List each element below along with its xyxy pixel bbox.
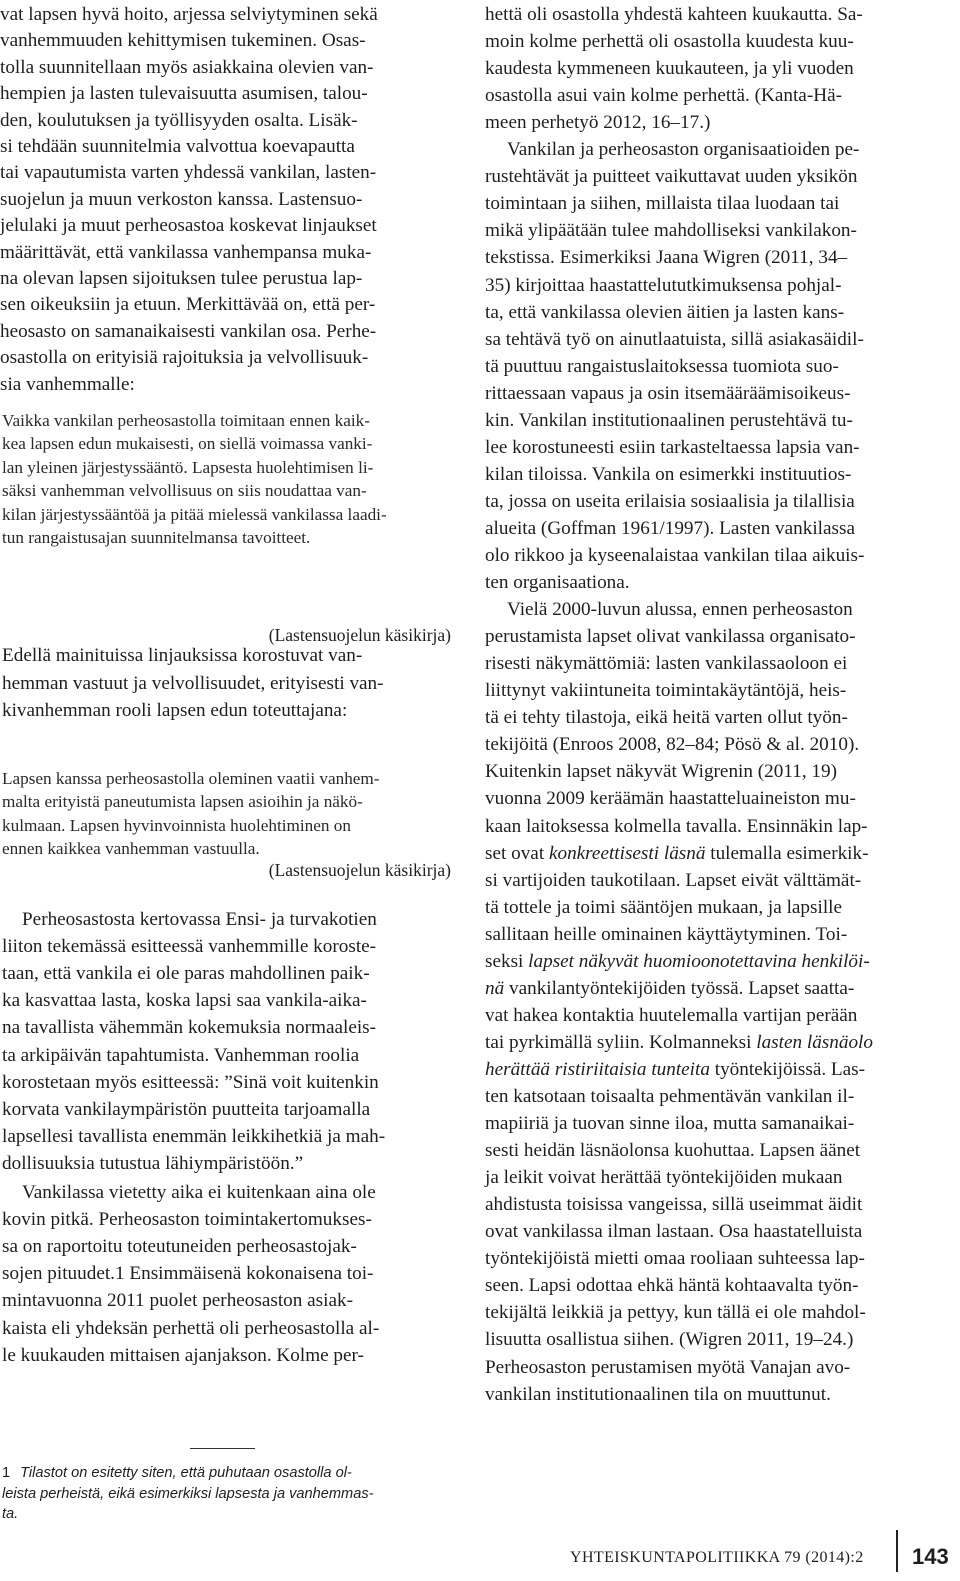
body-text-line: kin. Vankilan institutionaalinen perustehtävä tu- [485, 409, 853, 431]
body-text-line: sa on raportoitu toteutuneiden perheosastojak- [2, 1236, 357, 1258]
block-quote-line: ennen kaikkea vanhemman vastuulla. [2, 839, 260, 859]
body-text-line: Vankilassa vietetty aika ei kuitenkaan aina ole [22, 1182, 376, 1203]
body-text-line: lapsellesi tavallista enemmän leikkihetkiä ja mah- [2, 1125, 386, 1147]
body-text-line: vanhemmuuden kehittymisen tukeminen. Osas- [0, 30, 366, 52]
block-quote-line: kea lapsen edun mukaisesti, on siellä voimassa vanki- [2, 434, 373, 454]
body-text-line: tekstissa. Esimerkiksi Jaana Wigren (2011, 34– [485, 247, 848, 269]
footnote-text: leista perheistä, eikä esimerkiksi lapsesta ja vanhemmas- [2, 1485, 374, 1502]
body-text-line: jelulaki ja muut perheosastoa koskevat linjaukset [0, 215, 377, 237]
body-text-line: dollisuuksia tutustua lähiympäristöön.” [2, 1152, 304, 1174]
text-run: sojen pituudet. [2, 1263, 115, 1285]
footnote-reference: 1 [114, 1263, 125, 1285]
body-text-line: määrittävät, että vankilassa vanhempansa muka- [0, 241, 372, 263]
body-text-line: kaan laitoksessa kolmella tavalla. Ensinnäkin lap- [485, 815, 868, 837]
body-text-line: sallitaan heille ominainen käyttäytyminen. Toi- [485, 923, 848, 945]
body-text-line: sa tehtävä työ on ainutlaatuista, sillä asiakasäidil- [485, 328, 864, 350]
emphasis-run: konkreettisesti läsnä [548, 842, 706, 864]
body-text-line: vankilan institutionaalinen tila on muuttunut. [485, 1383, 831, 1405]
body-text-line: le kuukauden mittaisen ajanjakson. Kolme per- [2, 1344, 364, 1366]
body-text-line: Vielä 2000-luvun alussa, ennen perheosaston [507, 599, 853, 621]
body-text-line: Edellä mainituissa linjauksissa korostuvat van- [2, 645, 363, 666]
footnote-line [0, 1487, 374, 1502]
body-text-line: tekijöitä (Enroos 2008, 82–84; Pösö & al. 2010). [485, 734, 860, 756]
body-text-line: den, koulutuksen ja työllisyyden osalta. Lisäk- [0, 109, 358, 131]
emphasis-run: lapset näkyvät huomioonotettavina henkilöi- [528, 950, 870, 972]
body-text-line [485, 844, 869, 863]
body-text-line: na tavallista vähemmän kokemuksia normaaleis- [2, 1017, 377, 1039]
body-text-line: Kuitenkin lapset näkyvät Wigrenin (2011, 19) [485, 761, 837, 783]
body-text-line: sesti heidän läsnäolonsa kuohuttaa. Lapsen äänet [485, 1140, 861, 1162]
body-text-line: perustamista lapset olivat vankilassa organisato- [485, 626, 856, 648]
body-text-line: kivanhemman rooli lapsen edun toteuttajana: [2, 700, 348, 721]
body-text-line: hettä oli osastolla yhdestä kahteen kuukautta. Sa- [485, 4, 863, 25]
body-text-line: tolla suunnitellaan myös asiakkaina olevien van- [0, 56, 374, 78]
body-text-line: tä ei tehty tilastoja, eikä heitä varten ollut työn- [485, 707, 848, 729]
body-text-line: meen perhetyö 2012, 16–17.) [485, 112, 711, 134]
body-text-line: ta, jossa on useita erilaisia sosiaalisia ja tilallisia [485, 490, 855, 512]
block-quote-line: säksi vanhemman velvollisuus on siis noudattaa van- [2, 481, 367, 501]
body-text-line: tä tottele ja toimi sääntöjen mukaan, ja lapsille [485, 896, 842, 918]
body-text-line: korostetaan myös esitteessä: ”Sinä voit kuitenkin [2, 1071, 379, 1093]
body-text-line: liiton tekemässä esitteessä vanhemmille koroste- [2, 936, 377, 958]
body-text-line: heosasto on samanaikaisesti vankilan osa. Perhe- [0, 320, 377, 342]
text-run: tulemalla esimerkik- [705, 842, 869, 864]
body-text-line: seen. Lapsi odottaa ehkä häntä kohtaavalta työn- [485, 1275, 859, 1297]
body-text-line: työntekijöistä mietti omaa rooliaan suhteessa lap- [485, 1248, 865, 1270]
body-text-line [485, 1060, 865, 1079]
body-text-line: mikä ylipäätään tulee mahdolliseksi vankilakon- [485, 220, 857, 242]
body-text-line: ka kasvattaa lasta, koska lapsi saa vankila-aika- [2, 990, 367, 1012]
text-run: Ensimmäisenä kokonaisena toi- [124, 1263, 374, 1285]
body-text-line: si vartijoiden taukotilaan. Lapset eivät välttämät- [485, 869, 862, 891]
body-text-line: hemman vastuut ja velvollisuudet, erityisesti van- [2, 672, 384, 694]
body-text-line: mapiiriä ja tuovan sinne iloa, mutta samanaikai- [485, 1113, 855, 1135]
body-text-line: lee korostuneesti esiin tarkasteltaessa lapsia van- [485, 436, 860, 458]
body-text-line: ta, että vankilassa olevien äitien ja lasten kans- [485, 301, 845, 323]
body-text-line: hempien ja lasten tulevaisuutta asumisen, talou- [0, 83, 368, 105]
quote-source: (Lastensuojelun käsikirja) [268, 625, 451, 645]
text-run: seksi [485, 950, 529, 972]
body-text-line: Perheosaston perustamisen myötä Vanajan avo- [485, 1356, 851, 1378]
body-text-line: sia vanhemmalle: [0, 373, 135, 395]
body-text-line: moin kolme perhettä oli osastolla kuudesta kuu- [485, 31, 854, 53]
body-text-line: mintavuonna 2011 puolet perheosaston asiak- [2, 1290, 353, 1312]
body-text-line: Vankilan ja perheosaston organisaatioiden pe- [507, 139, 860, 161]
body-text-line: vat hakea kontaktia huutelemalla vartijan perään [485, 1004, 858, 1026]
footnote-number: 1 [2, 1465, 11, 1481]
block-quote-line: malta erityistä paneutumista lapsen asioihin ja näkö- [2, 792, 363, 812]
body-text-line: na olevan lapsen sijoituksen tulee perustua lap- [0, 268, 363, 289]
footnote-text: Tilastot on esitetty siten, että puhutaan osastolla ol- [20, 1465, 352, 1481]
running-footer: YHTEISKUNTAPOLITIIKKA 79 (2014):2 [570, 1549, 864, 1566]
footnote-line [0, 1507, 18, 1522]
block-quote-line: Lapsen kanssa perheosastolla oleminen vaatii vanhem- [2, 769, 380, 788]
body-text-line: ten organisaationa. [485, 572, 630, 594]
body-text-line [485, 1033, 873, 1052]
text-run: työntekijöissä. Las- [709, 1058, 866, 1080]
quote-source: (Lastensuojelun käsikirja) [268, 860, 451, 880]
block-quote-line: kulmaan. Lapsen hyvinvoinnista huolehtiminen on [2, 815, 351, 835]
body-text-line: ovat vankilassa ilman lastaan. Osa haastatelluista [485, 1221, 863, 1243]
text-run: tai pyrkimällä syliin. Kolmanneksi [485, 1031, 757, 1053]
emphasis-run: lasten läsnäolo [756, 1031, 873, 1053]
page-number: 143 [912, 1544, 949, 1569]
body-text-line: kovin pitkä. Perheosaston toimintakertomukses- [2, 1209, 372, 1231]
body-text-line: taan, että vankila ei ole paras mahdollinen paik- [2, 963, 370, 985]
body-text-line: korvata vankilaympäristön puutteita tarjoamalla [2, 1098, 371, 1120]
text-run: set ovat [485, 842, 549, 864]
body-text-line [485, 979, 854, 998]
body-text-line: toimintaan ja siihen, millaista tilaa luodaan tai [485, 193, 840, 215]
body-text-line: osastolla asui vain kolme perhettä. (Kanta-Hä- [485, 85, 842, 107]
body-text-line: kaudesta kymmeneen kuukauteen, ja yli vuoden [485, 58, 854, 80]
body-text-line: rittaessaan vapaus ja osin itsemääräämisoikeus- [485, 382, 851, 404]
body-text-line: ta arkipäivän tapahtumista. Vanhemman roolia [2, 1044, 360, 1066]
body-text-line: si tehdään suunnitelmia valvottua koevapautta [0, 136, 355, 157]
footnote-line [0, 1466, 352, 1481]
body-text-line: vuonna 2009 keräämän haastatteluaineiston mu- [485, 788, 856, 810]
block-quote-line: kilan järjestyssääntöä ja pitää mielessä vankilassa laadi- [2, 504, 387, 524]
body-text-line: ten katsotaan toisaalta pehmentävän vankilan il- [485, 1086, 855, 1107]
block-quote-line: lan yleinen järjestyssääntö. Lapsesta huolehtimisen li- [2, 457, 374, 477]
body-text-line: sen oikeuksiin ja etuun. Merkittävää on, että per- [0, 294, 376, 316]
body-text-line: tai vapautumista varten yhdessä vankilan, lasten- [0, 162, 377, 184]
footnote-separator [190, 1448, 255, 1449]
body-text-line: suojelun ja muun verkoston kanssa. Lastensuo- [0, 188, 363, 210]
body-text-line [0, 1264, 373, 1283]
body-text-line: vat lapsen hyvä hoito, arjessa selviytyminen sekä [0, 4, 378, 25]
text-run: vankilantyöntekijöiden työssä. Lapset saatta- [504, 977, 855, 999]
body-text-line [485, 952, 870, 971]
body-text-line: liittynyt vakiintuneita toimintakäytäntöjä, heis- [485, 680, 847, 702]
emphasis-run: herättää ristiriitaisia tunteita [485, 1058, 710, 1080]
body-text-line: tä puuttuu rangaistuslaitoksessa tuomiota suo- [485, 355, 839, 377]
body-text-line: lisuutta osallistua siihen. (Wigren 2011, 19–24.) [485, 1329, 854, 1351]
footer-divider [896, 1530, 898, 1572]
body-text-line: Perheosastosta kertovassa Ensi- ja turvakotien [22, 909, 377, 930]
emphasis-run: nä [485, 977, 505, 999]
body-text-line: tekijältä leikkiä ja pettyy, kun tällä ei ole mahdol- [485, 1302, 866, 1324]
body-text-line: kaista eli yhdeksän perhettä oli perheosastolla al- [2, 1317, 380, 1339]
body-text-line: risesti näkymättömiä: lasten vankilassaoloon ei [485, 653, 848, 675]
body-text-line: ja leikit voivat herättää työntekijöiden mukaan [485, 1167, 843, 1189]
body-text-line: kilan tiloissa. Vankila on esimerkki instituutios- [485, 463, 852, 485]
body-text-line: 35) kirjoittaa haastattelututkimuksensa pohjal- [485, 274, 842, 296]
body-text-line: ahdistusta toisissa vangeissa, sillä useimmat äidit [485, 1194, 863, 1216]
body-text-line: osastolla on erityisiä rajoituksia ja velvollisuuk- [0, 347, 369, 369]
block-quote-line: Vaikka vankilan perheosastolla toimitaan ennen kaik- [2, 411, 370, 430]
block-quote-line: tun rangaistusajan suunnitelmansa tavoitteet. [2, 528, 311, 547]
footnote-text: ta. [2, 1506, 19, 1522]
body-text-line: alueita (Goffman 1961/1997). Lasten vankilassa [485, 517, 855, 539]
body-text-line: rustehtävät ja puitteet vaikuttavat uuden yksikön [485, 166, 858, 188]
body-text-line: olo rikkoo ja kyseenalaistaa vankilan tilaa aikuis- [485, 545, 865, 566]
